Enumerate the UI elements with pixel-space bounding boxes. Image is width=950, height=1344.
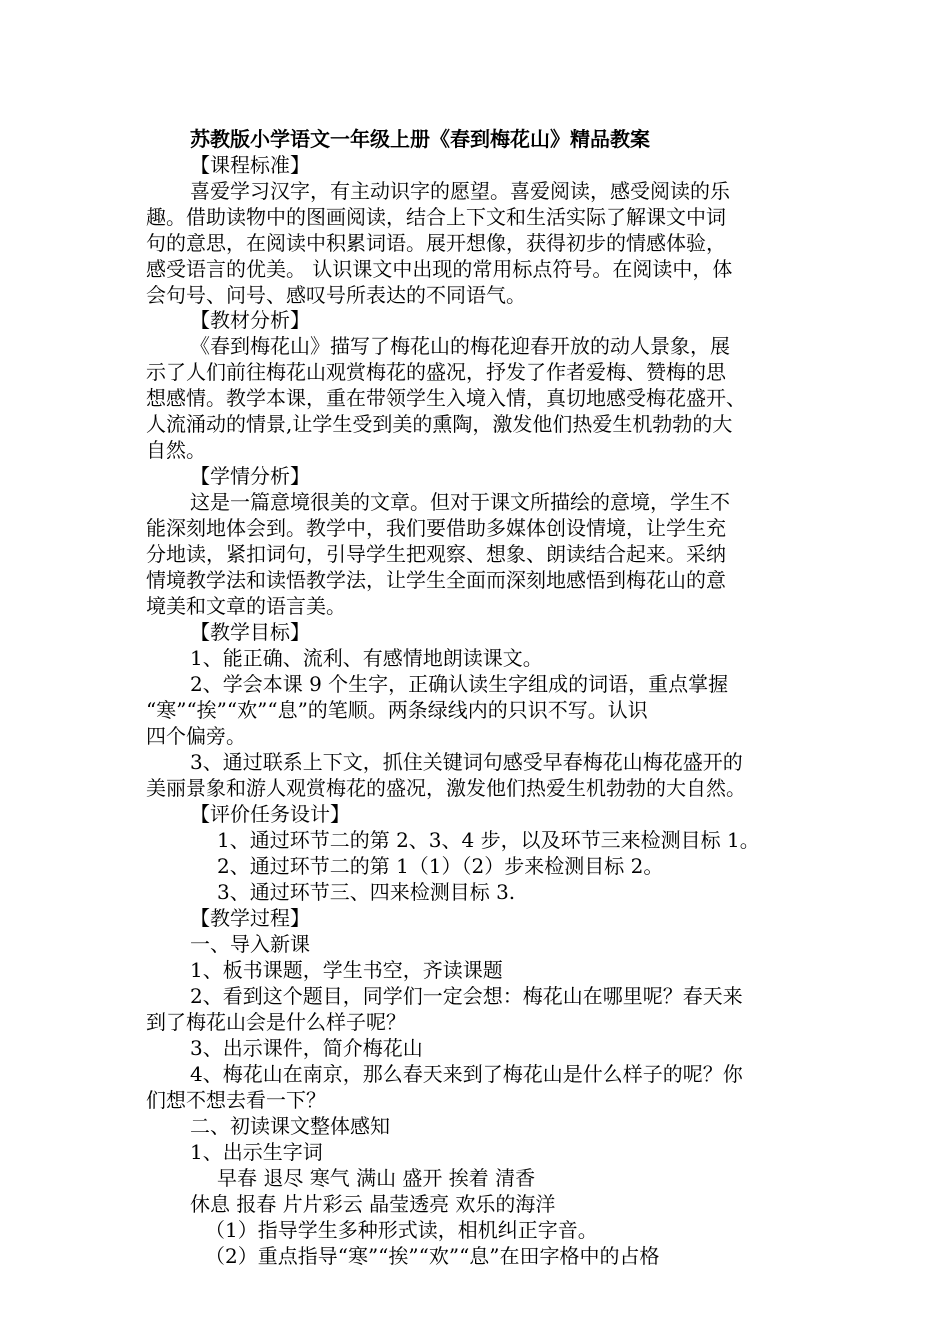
section-heading-assessment-design: 【评价任务设计】 xyxy=(190,802,350,826)
text-line: 想感情。教学本课，重在带领学生入境入情，真切地感受梅花盛开、 xyxy=(146,386,746,410)
section-heading-teaching-goals: 【教学目标】 xyxy=(190,620,310,644)
text-line: 感受语言的优美。 认识课文中出现的常用标点符号。在阅读中，体 xyxy=(146,257,733,281)
text-line: 1、能正确、流利、有感情地朗读课文。 xyxy=(190,646,543,670)
text-line: 四个偏旁。 xyxy=(146,724,246,748)
text-line: 这是一篇意境很美的文章。但对于课文所描绘的意境，学生不 xyxy=(190,490,730,514)
text-line: 美丽景象和游人观赏梅花的盛况，激发他们热爱生机勃勃的大自然。 xyxy=(146,776,746,800)
section-heading-course-standard: 【课程标准】 xyxy=(190,153,310,177)
text-line: 们想不想去看一下？ xyxy=(146,1088,326,1112)
document-title: 苏教版小学语文一年级上册《春到梅花山》精品教案 xyxy=(190,127,650,151)
text-line: 2、通过环节二的第 1（1）（2）步来检测目标 2。 xyxy=(217,854,664,878)
text-line: 人流涌动的情景,让学生受到美的熏陶，激发他们热爱生机勃勃的大 xyxy=(146,412,733,436)
text-line: 自然。 xyxy=(146,438,206,462)
text-line: 趣。借助读物中的图画阅读，结合上下文和生活实际了解课文中词 xyxy=(146,205,726,229)
text-line: 境美和文章的语言美。 xyxy=(146,594,346,618)
section-heading-material-analysis: 【教材分析】 xyxy=(190,308,310,332)
text-line: 二、初读课文整体感知 xyxy=(190,1114,390,1138)
text-line: 到了梅花山会是什么样子呢？ xyxy=(146,1010,406,1034)
text-line: 示了人们前往梅花山观赏梅花的盛况，抒发了作者爱梅、赞梅的思 xyxy=(146,360,726,384)
text-line: “寒”“挨”“欢”“息”的笔顺。两条绿线内的只识不写。认识 xyxy=(146,698,648,722)
text-line: 一、导入新课 xyxy=(190,932,310,956)
text-line: 1、板书课题，学生书空，齐读课题 xyxy=(190,958,503,982)
vocabulary-line: 早春 退尽 寒气 满山 盛开 挨着 清香 xyxy=(217,1166,536,1190)
text-line: 会句号、问号、感叹号所表达的不同语气。 xyxy=(146,283,526,307)
section-heading-teaching-process: 【教学过程】 xyxy=(190,906,310,930)
text-line: 3、通过环节三、四来检测目标 3. xyxy=(217,880,516,904)
text-line: 1、出示生字词 xyxy=(190,1140,323,1164)
text-line: 2、学会本课 9 个生字，正确认读生字组成的词语，重点掌握 xyxy=(190,672,729,696)
text-line: 情境教学法和读悟教学法，让学生全面而深刻地感悟到梅花山的意 xyxy=(146,568,726,592)
text-line: 分地读，紧扣词句，引导学生把观察、想象、朗读结合起来。采纳 xyxy=(146,542,726,566)
vocabulary-line: 休息 报春 片片彩云 晶莹透亮 欢乐的海洋 xyxy=(190,1192,556,1216)
text-line: 2、看到这个题目，同学们一定会想：梅花山在哪里呢？春天来 xyxy=(190,984,743,1008)
text-line: （2）重点指导“寒”“挨”“欢”“息”在田字格中的占格 xyxy=(205,1244,660,1268)
text-line: 句的意思，在阅读中积累词语。展开想像，获得初步的情感体验， xyxy=(146,231,726,255)
text-line: 4、梅花山在南京，那么春天来到了梅花山是什么样子的呢？你 xyxy=(190,1062,743,1086)
text-line: 3、出示课件，简介梅花山 xyxy=(190,1036,423,1060)
section-heading-learner-analysis: 【学情分析】 xyxy=(190,464,310,488)
text-line: 3、通过联系上下文，抓住关键词句感受早春梅花山梅花盛开的 xyxy=(190,750,743,774)
text-line: （1）指导学生多种形式读，相机纠正字音。 xyxy=(205,1218,598,1242)
text-line: 喜爱学习汉字，有主动识字的愿望。喜爱阅读，感受阅读的乐 xyxy=(190,179,730,203)
text-line: 1、通过环节二的第 2、3、4 步，以及环节三来检测目标 1。 xyxy=(217,828,760,852)
text-line: 能深刻地体会到。教学中，我们要借助多媒体创设情境，让学生充 xyxy=(146,516,726,540)
text-line: 《春到梅花山》描写了梅花山的梅花迎春开放的动人景象，展 xyxy=(190,334,730,358)
